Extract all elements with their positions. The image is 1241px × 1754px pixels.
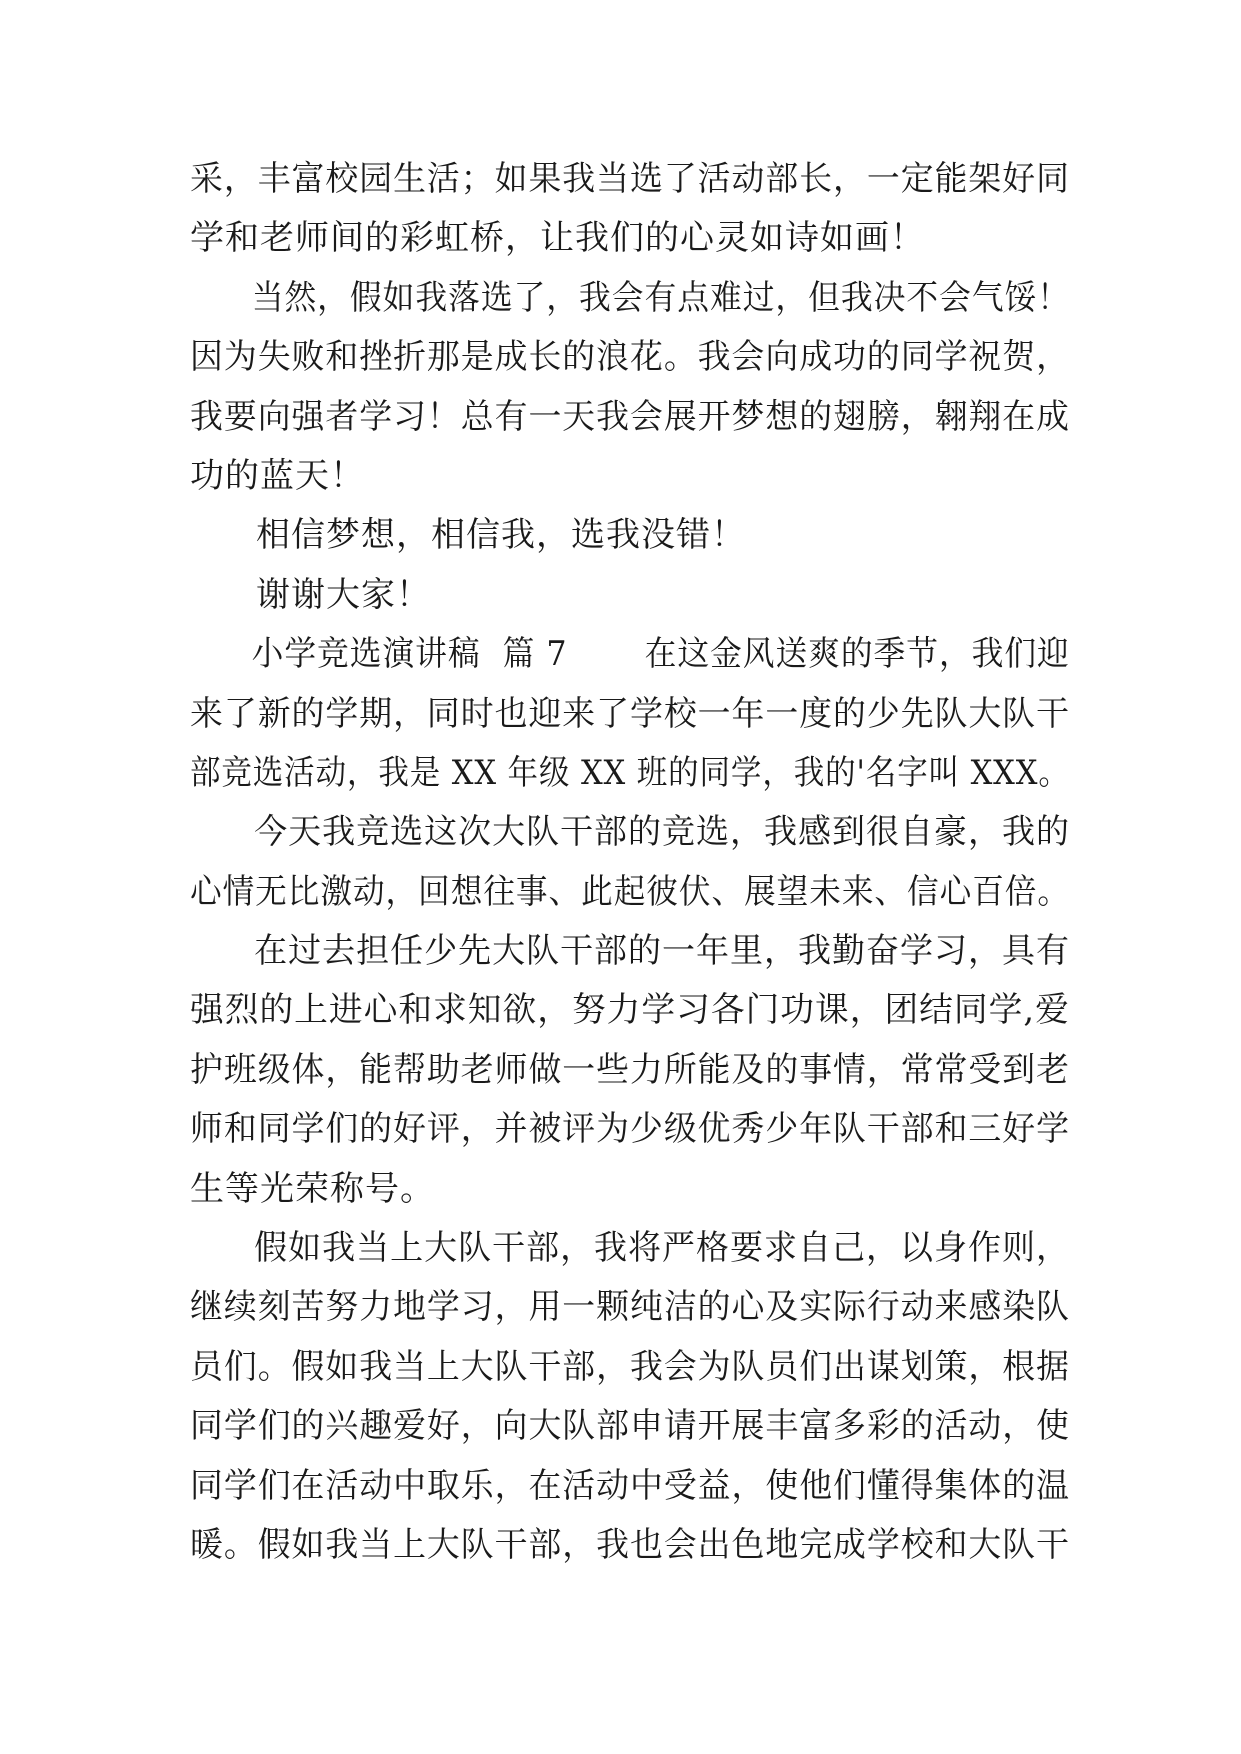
text-line: 员们。假如我当上大队干部，我会为队员们出谋划策，根据 <box>190 1346 1070 1387</box>
text-line: 相信梦想，相信我，选我没错！ <box>256 515 746 556</box>
text-line: 师和同学们的好评，并被评为少级优秀少年队干部和三好学 <box>190 1109 1070 1150</box>
document-body <box>190 150 1070 1575</box>
text-line: 心情无比激动，回想往事、此起彼伏、展望未来、信心百倍。 <box>190 871 1070 912</box>
text-line: 部竞选活动，我是 XX 年级 XX 班的同学，我的'名字叫 XXX。 <box>190 752 1070 793</box>
text-line: 假如我当上大队干部，我将严格要求自己，以身作则， <box>254 1228 1070 1269</box>
text-line: 我要向强者学习！总有一天我会展开梦想的翅膀，翱翔在成 <box>190 396 1070 437</box>
text-line: 来了新的学期，同时也迎来了学校一年一度的少先队大队干 <box>190 693 1070 734</box>
text-line: 学和老师间的彩虹桥，让我们的心灵如诗如画！ <box>190 218 925 259</box>
text-line: 采，丰富校园生活；如果我当选了活动部长，一定能架好同 <box>190 159 1070 199</box>
text-line: 护班级体，能帮助老师做一些力所能及的事情，常常受到老 <box>190 1049 1070 1090</box>
text-line: 当然，假如我落选了，我会有点难过，但我决不会气馁！ <box>251 277 1071 318</box>
text-line: 今天我竞选这次大队干部的竞选，我感到很自豪，我的 <box>254 812 1070 853</box>
text-line: 功的蓝天！ <box>190 455 365 496</box>
text-line: 同学们在活动中取乐，在活动中受益，使他们懂得集体的温 <box>190 1465 1070 1506</box>
text-line: 强烈的上进心和求知欲，努力学习各门功课，团结同学,爱 <box>190 990 1070 1031</box>
text-line: 继续刻苦努力地学习，用一颗纯洁的心及实际行动来感染队 <box>190 1287 1070 1328</box>
text-line: 因为失败和挫折那是成长的浪花。我会向成功的同学祝贺， <box>190 337 1070 378</box>
text-line: 小学竞选演讲稿 篇 7 在这金风送爽的季节，我们迎 <box>251 634 1070 675</box>
text-line: 生等光荣称号。 <box>190 1168 435 1209</box>
text-line: 谢谢大家！ <box>256 574 431 615</box>
text-line: 在过去担任少先大队干部的一年里，我勤奋学习，具有 <box>254 931 1070 972</box>
text-line: 暖。假如我当上大队干部，我也会出色地完成学校和大队干 <box>190 1524 1070 1565</box>
text-line: 同学们的兴趣爱好，向大队部申请开展丰富多彩的活动，使 <box>190 1406 1070 1447</box>
